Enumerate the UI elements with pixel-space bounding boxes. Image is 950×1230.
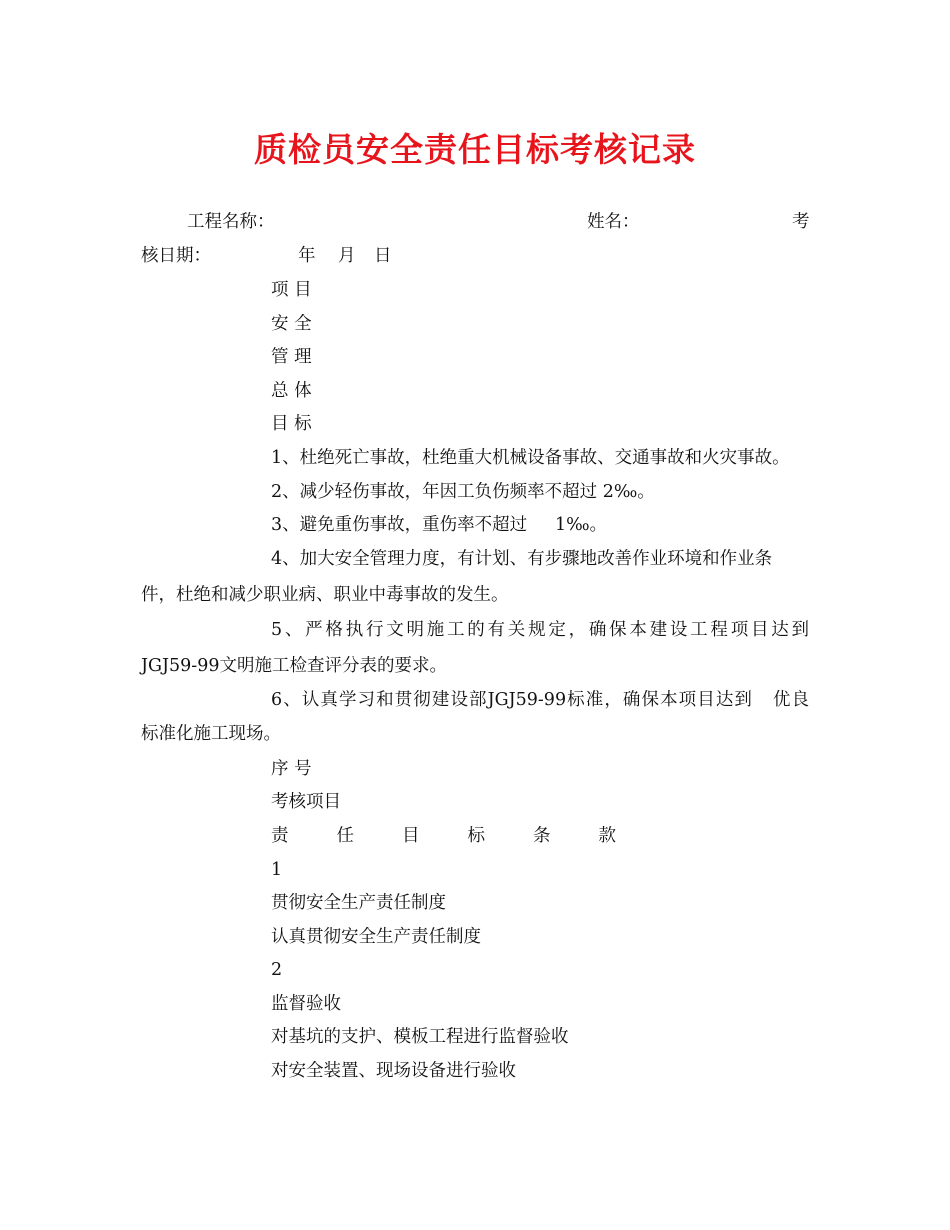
table-row-number: 1: [271, 860, 283, 880]
name-label: 姓名：: [587, 212, 640, 232]
table-header-term-char: 目: [402, 826, 420, 846]
date-year: 年: [298, 246, 316, 266]
date-month: 月: [338, 246, 356, 266]
table-row-term: 认真贯彻安全生产责任制度: [271, 927, 481, 947]
table-header-terms: [271, 824, 616, 848]
goal-2: 2、减少轻伤事故，年因工负伤频率不超过 2‰。: [271, 482, 655, 502]
goal-6-line-2: 标准化施工现场。: [141, 724, 281, 744]
goal-heading-line: 安 全: [271, 314, 312, 334]
goal-heading-line: 总 体: [271, 381, 312, 401]
date-day: 日: [374, 246, 392, 266]
table-header-term-char: 标: [467, 826, 485, 846]
table-header-number: 序 号: [271, 759, 312, 779]
goal-4-line-1: 4、加大安全管理力度，有计划、有步骤地改善作业环境和作业条: [271, 549, 773, 569]
goal-3: 3、避免重伤事故，重伤率不超过 1‰。: [271, 515, 608, 535]
table-header-term-char: 款: [598, 826, 616, 846]
goal-heading-line: 管 理: [271, 347, 312, 367]
table-row-item: 贯彻安全生产责任制度: [271, 893, 446, 913]
table-header-term-char: 任: [336, 826, 354, 846]
table-header-item: 考核项目: [271, 792, 341, 812]
date-label: 核日期：: [141, 246, 211, 266]
table-row-term: 对基坑的支护、模板工程进行监督验收: [271, 1027, 569, 1047]
goal-heading-line: 目 标: [271, 414, 312, 434]
goal-6-line-1: 6、认真学习和贯彻建设部JGJ59-99标准，确保本项目达到 优良: [271, 690, 809, 710]
document-title: 质检员安全责任目标考核记录: [254, 130, 696, 169]
date-label-prefix: 考: [792, 212, 810, 232]
goal-heading-line: 项 目: [271, 280, 312, 300]
goal-4-line-2: 件，杜绝和减少职业病、职业中毒事故的发生。: [141, 585, 509, 605]
goal-5-line-2: JGJ59-99文明施工检查评分表的要求。: [141, 656, 447, 676]
table-row-number: 2: [271, 960, 283, 980]
goal-5-line-1: 5、严格执行文明施工的有关规定，确保本建设工程项目达到: [271, 620, 809, 640]
goal-1: 1、杜绝死亡事故，杜绝重大机械设备事故、交通事故和火灾事故。: [271, 448, 790, 468]
project-name-label: 工程名称：: [187, 212, 275, 232]
table-header-term-char: 条: [533, 826, 551, 846]
table-header-term-char: 责: [271, 826, 289, 846]
table-row-term: 对安全装置、现场设备进行验收: [271, 1061, 516, 1081]
table-row-item: 监督验收: [271, 994, 341, 1014]
